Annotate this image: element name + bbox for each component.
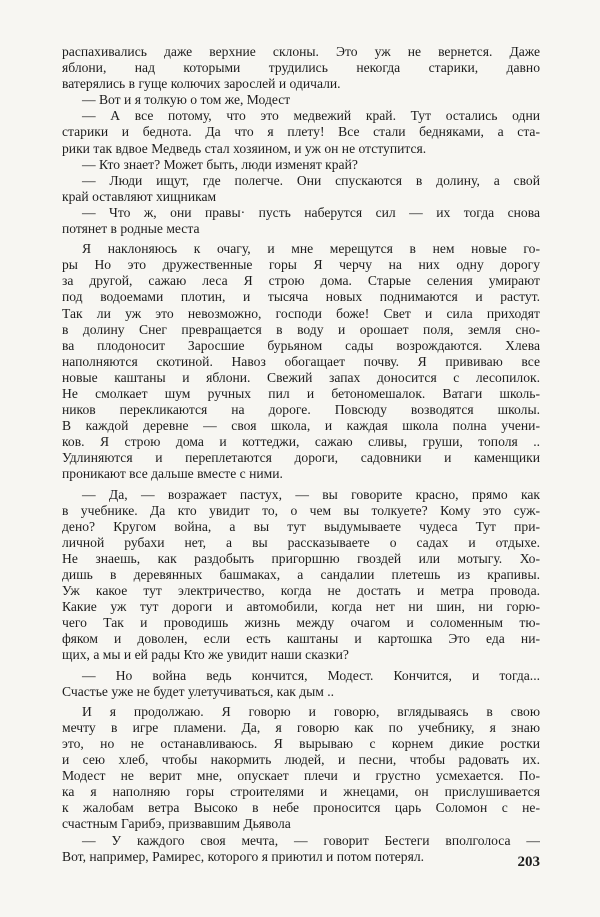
text-line: ков. Я строю дома и коттеджи, сажаю сливы, груши, тополя .. [62,434,540,450]
paragraph [62,157,540,173]
text-line: дишь в деревянных башмаках, а сандалии плетешь из крапивы. [62,567,540,582]
text-line: в учебнике. Да кто увидит то, о чем вы толкуете? Кому это суж- [62,502,540,518]
paragraph [62,833,540,865]
text-line: потянет в родные места [62,221,200,237]
text-line: яблони, над которыми трудились некогда старики, давно [62,60,540,76]
text-line: — Но война ведь кончится, Модест. Кончится, и тогда... [82,667,540,683]
text-line: под водоемами плотин, и тысяча новых поднимаются и растут. [62,289,540,305]
text-line: мечту в игре пламени. Да, я говорю как по учебнику, я знаю [62,719,540,735]
paragraph [62,173,540,205]
text-line: это, но не останавливаюсь. Я вырываю с корнем дикие ростки [62,735,540,751]
text-line: личной рубахи нет, а вы рассказываете о садах и отдыхе. [62,534,540,550]
text-line: рики так вдвое Медведь стал хозяином, и уж он не отступится. [62,140,427,156]
text-line: — Вот и я толкую о том же, Модест [82,92,291,108]
paragraph [62,241,540,482]
text-line: ников перекликаются на дороге. Повсюду возводятся школы. [62,402,540,418]
text-line: наполняются скотиной. Навоз обогащает почву. Я прививаю все [62,353,540,369]
text-line: за другой, сажаю леса Я строю дома. Старые селения умирают [62,273,540,289]
text-line: чего Так и проводишь жизнь между очагом и соломенным тю- [62,615,540,631]
text-line: Вот, например, Рамирес, которого я приютил и потом потерял. [62,848,425,864]
text-line: Модест не верит мне, опускает плечи и грустно усмехается. По- [62,768,540,784]
text-line: Не смолкает шум ручных пил и бетономешалок. Ватаги школь- [62,385,540,401]
text-line: И я продолжаю. Я говорю и говорю, вглядываясь в свою [82,703,540,719]
text-line: ва плодоносит Заросшие бурьяном сады возрождаются. Хлева [62,337,540,353]
text-line: счастным Гарибэ, призвавшим Дьявола [62,816,291,832]
text-line: Счастье уже не будет улетучиваться, как дым .. [62,683,335,699]
text-line: старики и беднота. Да что я плету! Все стали бедняками, а ста- [62,124,540,140]
text-line: новые каштаны и яблони. Свежий запах доносится с лесопилок. [62,369,540,385]
text-line: — Да, — возражает пастух, — вы говорите красно, прямо как [82,486,540,502]
page-number: 203 [517,854,540,870]
text-line: — Кто знает? Может быть, люди изменят край? [82,156,358,172]
text-line: ватерялись в гуще колючих зарослей и одичали. [62,76,341,92]
text-line: в долину Снег превращается в воду и орошает поля, земля сно- [62,321,540,337]
paragraph [62,668,540,700]
text-line: Так ли уж это невозможно, господи боже! Свет и сила приходят [62,305,540,321]
text-line: Уж какое тут электричество, когда не достать и метра провода. [62,583,540,599]
text-line: проникают все дальше вместе с ними. [62,466,283,482]
text-line: к жалобам ветра Высоко в небе проносится царь Соломон с не- [62,800,540,816]
text-line: — Люди ищут, где полегче. Они спускаются в долину, а свой [82,172,540,188]
text-line: Не знаешь, как раздобыть пригоршню гвоздей или мотыгу. Хо- [62,550,540,566]
text-line: край оставляют хищникам [62,188,217,204]
paragraph [62,92,540,108]
paragraph [62,205,540,237]
text-line: Удлиняются и переплетаются дороги, садовники и каменщики [62,450,540,466]
text-line: фяком и доволен, если есть каштаны и картошка Это еда ни- [62,631,540,647]
text-line: Я наклоняюсь к очагу, и мне мерещутся в нем новые го- [82,241,540,257]
text-line: — А все потому, что это медвежий край. Тут остались одни [82,108,540,124]
text-line: Какие уж тут дороги и автомобили, когда нет ни шин, ни горю- [62,599,540,615]
text-line: — У каждого своя мечта, — говорит Бестеги вполголоса — [82,832,540,848]
text-line: и сею хлеб, чтобы накормить людей, и песни, чтобы радовать их. [62,752,540,768]
text-line: дено? Кругом война, а вы тут выдумываете чудеса Тут при- [62,518,540,534]
paragraph [62,704,540,833]
paragraph [62,108,540,156]
paragraph [62,44,540,92]
text-line: В каждой деревне — своя школа, и каждая школа полна учени- [62,418,540,434]
text-line: — Что ж, они правы· пусть наберутся сил — их тогда снова [82,204,540,220]
text-line: распахивались даже верхние склоны. Это уж не вернется. Даже [62,44,540,59]
text-line: ка я наполняю горы строителями и жнецами, он прислушивается [62,784,540,800]
text-line: щих, а мы и ей рады Кто же увидит наши сказки? [62,647,349,663]
paragraph [62,487,540,664]
text-line: ры Но это дружественные горы Я черчу на них одну дорогу [62,257,540,273]
page-text [62,44,540,865]
